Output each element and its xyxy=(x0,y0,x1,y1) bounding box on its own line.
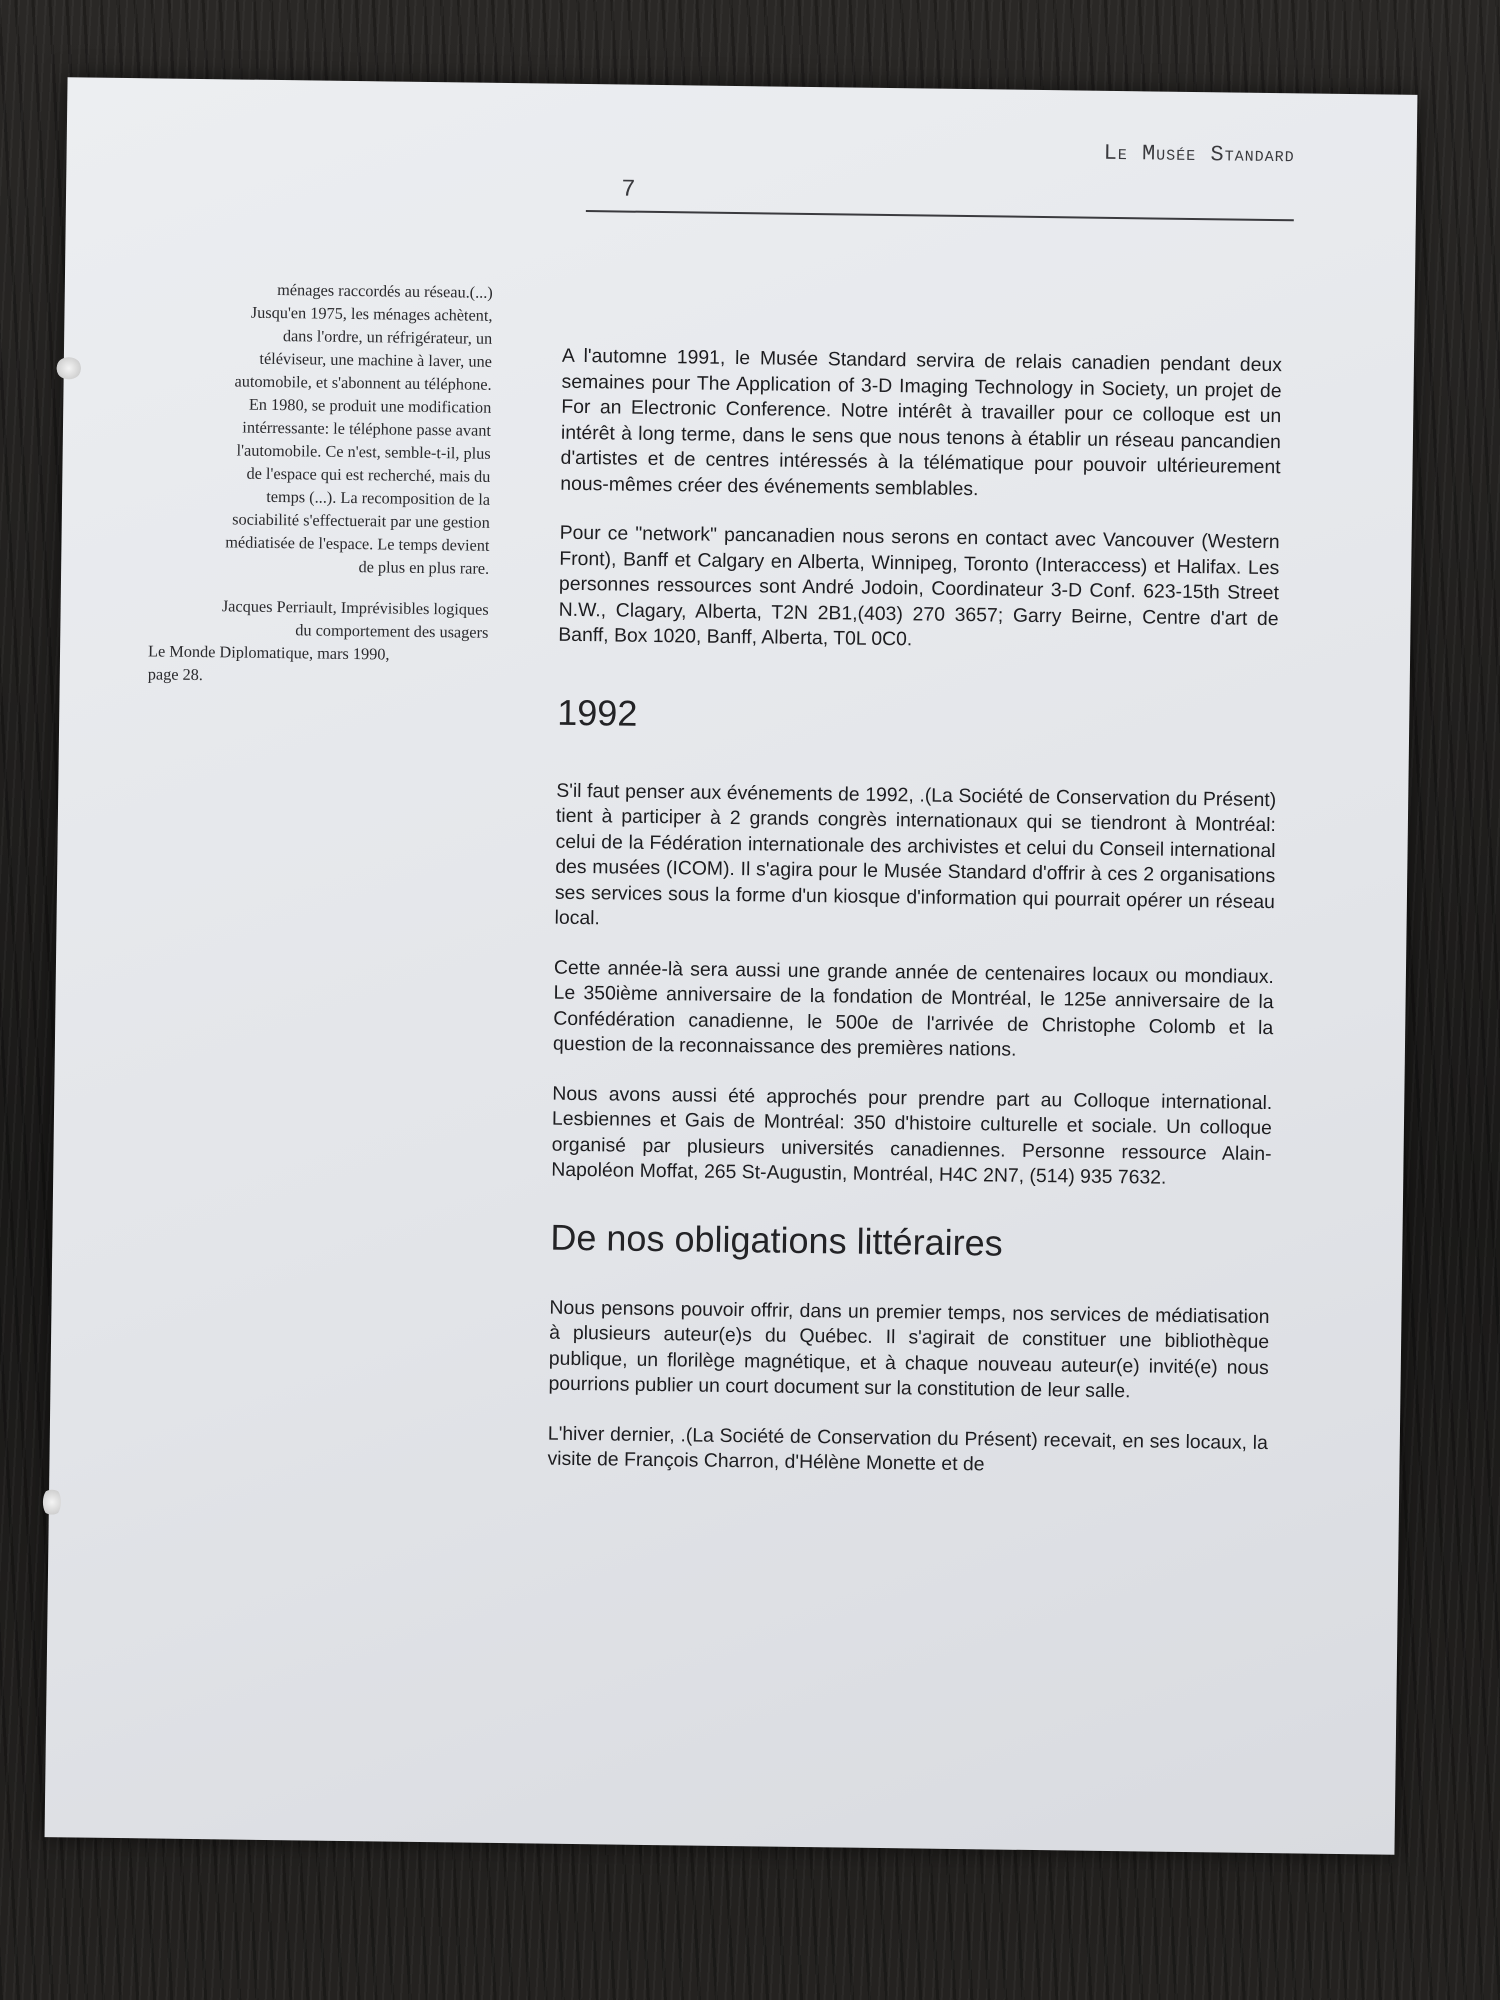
heading-literary-obligations: De nos obligations littéraires xyxy=(550,1216,1003,1264)
quote-line: sociabilité s'effectuerait par une gestion xyxy=(232,509,490,532)
paragraph-1991-relay: A l'automne 1991, le Musée Standard servira de relais canadien pendant deux semaines pour The Application of 3-D Imaging Technology in Society, un projet de For an Electronic Conference. Notre intérêt à travailler pour ce colloque est un intérêt à long terme, dans le sens que nous tenons à établir un réseau pancandien d'artistes et de centres intéressés à la télématique pour pouvoir ultérieurement nous-mêmes créer des événements semblables. xyxy=(560,344,1283,500)
quote-line: l'automobile. Ce n'est, semble-t-il, plus xyxy=(236,440,491,463)
quote-line: En 1980, se produit une modification xyxy=(248,394,492,417)
main-column xyxy=(547,344,1282,1506)
sidebar-citation xyxy=(148,593,489,689)
citation-author: Jacques Perriault, Imprévisibles logiques xyxy=(221,596,489,619)
page-number: 7 xyxy=(620,176,636,204)
quote-line: de l'espace qui est recherché, mais du xyxy=(246,463,491,486)
paragraph-centenaries: Cette année-là sera aussi une grande année de centenaires locaux ou mondiaux. Le 350ième anniversaire de la fondation de Montréal, le 125e anniversaire de la Confédération canadienne, le 500e de l'arrivée de Christophe Colomb et la question de la reconnaissance des premières nations. xyxy=(552,956,1275,1061)
document-page xyxy=(45,77,1418,1855)
quote-line: automobile, et s'abonnent au téléphone. xyxy=(234,371,492,394)
quote-line: Jusqu'en 1975, les ménages achètent, xyxy=(250,302,493,325)
quote-line: ménages raccordés au réseau.(...) xyxy=(277,280,493,302)
quote-line: dans l'ordre, un réfrigérateur, un xyxy=(282,326,493,348)
quote-line: de plus en plus rare. xyxy=(358,557,490,578)
paragraph-colloque: Nous avons aussi été approchés pour prendre part au Colloque international. Lesbiennes et Gais de Montréal: 350 d'histoire culturelle et sociale. Un colloque organisé par plusieurs universités canadiennes. Personne ressource Alain-Napoléon Moffat, 265 St-Augustin, Montréal, H4C 2N7, (514) 935 7632. xyxy=(551,1082,1273,1189)
quote-line: médiatisée de l'espace. Le temps devient xyxy=(225,532,490,555)
citation-page: page 28. xyxy=(147,664,204,685)
quote-line: temps (...). La recomposition de la xyxy=(266,486,491,509)
sidebar-quote xyxy=(149,276,493,579)
paper-smudge xyxy=(56,357,82,379)
paragraph-1992-congress: S'il faut penser aux événements de 1992, .(La Société de Conservation du Présent) tient à participer à 2 grands congrès internationaux qui se tiendront à Montréal: celui de la Fédération internationale des archivistes et celui du Conseil international des musées (ICOM). Il s'agira pour le Musée Standard d'offrir à ces 2 organisations ses services sous la forme d'un kiosque d'information qui pourrait opérer un réseau local. xyxy=(554,779,1277,930)
paragraph-network: Pour ce "network" pancanadien nous serons en contact avec Vancouver (Western Front), Banff et Calgary en Alberta, Winnipeg, Toronto (Interaccess) et Halifax. Les personnes ressources sont André Jodoin, Coordinateur 3-D Conf. 623-15th Street N.W., Clagary, Alberta, T2N 2B1,(403) 270 3657; Garry Beirne, Centre d'art de Banff, Box 1020, Banff, Alberta, T0L 0C0. xyxy=(558,521,1280,651)
header-rule xyxy=(586,210,1294,221)
paragraph-mediatisation: Nous pensons pouvoir offrir, dans un premier temps, nos services de médiatisation à plusieurs auteur(e)s du Québec. Il s'agirait de constituer une bibliothèque publique, un florilège magnétique, et à chaque nouveau auteur(e) invité(e) nous pourrions publier un court document sur la constitution de leur salle. xyxy=(548,1296,1270,1403)
citation-title: du comportement des usagers xyxy=(295,620,489,642)
paragraph-last-winter: L'hiver dernier, .(La Société de Conservation du Présent) recevait, en ses locaux, la visite de François Charron, d'Hélène Monette et de xyxy=(547,1422,1268,1476)
sidebar-quote-block xyxy=(148,276,493,689)
quote-line: téléviseur, une machine à laver, une xyxy=(259,348,493,371)
heading-1992: 1992 xyxy=(557,691,638,734)
paper-smudge xyxy=(43,1487,61,1517)
quote-line: intérressante: le téléphone passe avant xyxy=(242,417,492,440)
running-title: Le Musée Standard xyxy=(1103,140,1295,169)
citation-source: Le Monde Diplomatique, mars 1990, xyxy=(147,641,390,664)
